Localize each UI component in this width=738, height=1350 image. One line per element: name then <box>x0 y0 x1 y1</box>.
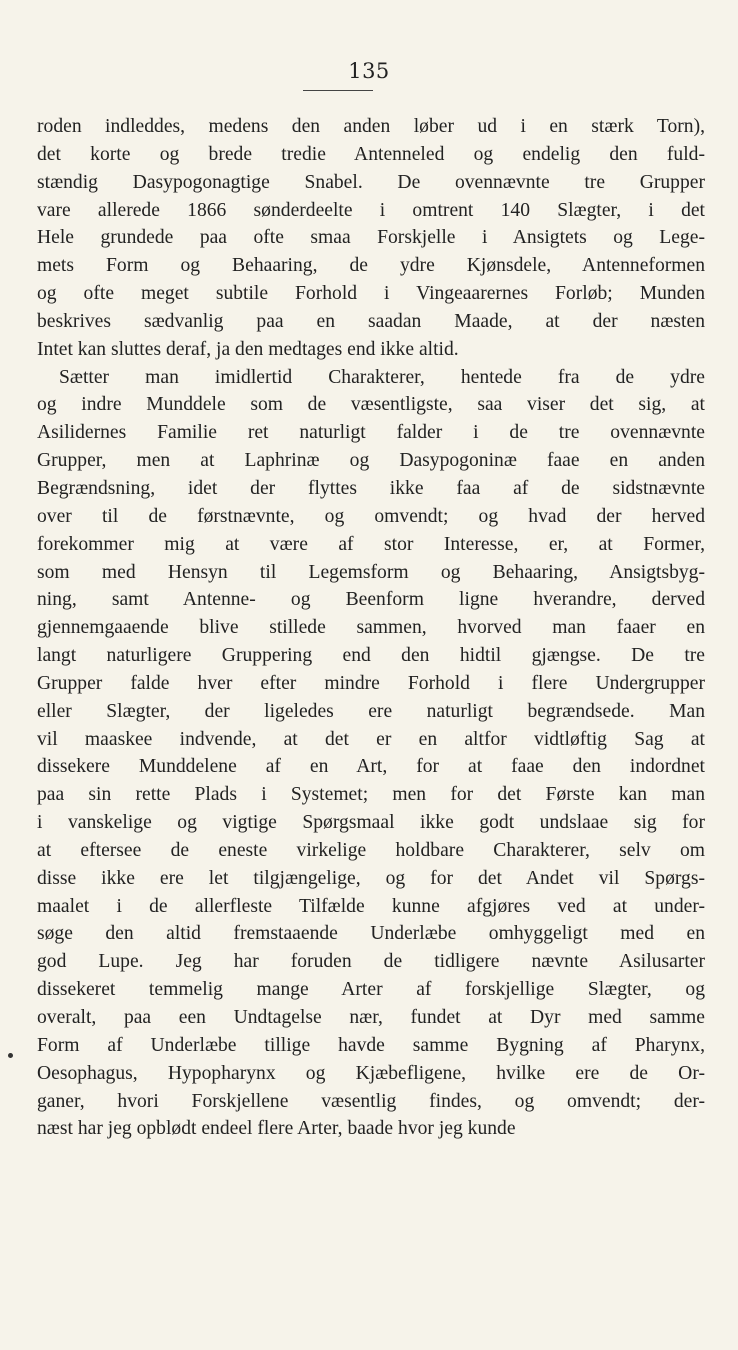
text-line: næst har jeg opblødt endeel flere Arter, baade hvor jeg kunde <box>37 1118 516 1140</box>
text-line: over til de førstnævnte, og omvendt; og hvad der herved <box>37 505 705 527</box>
header-rule <box>303 90 373 91</box>
text-line: som med Hensyn til Legemsform og Behaaring, Ansigtsbyg- <box>37 561 705 583</box>
text-line: at eftersee de eneste virkelige holdbare Charakterer, selv om <box>37 839 705 861</box>
text-line: overalt, paa een Undtagelse nær, fundet at Dyr med samme <box>37 1007 705 1028</box>
text-line: forekommer mig at være af stor Interesse, er, at Former, <box>37 533 705 555</box>
text-line: Begrændsning, idet der flyttes ikke faa af de sidstnævnte <box>37 477 705 499</box>
body-text <box>37 113 705 1143</box>
text-line: Intet kan sluttes deraf, ja den medtages end ikke altid. <box>37 338 459 360</box>
text-line: ganer, hvori Forskjellene væsentlig findes, og omvendt; der- <box>37 1090 705 1112</box>
text-line: disse ikke ere let tilgjængelige, og for det Andet vil Spørgs- <box>37 867 705 889</box>
text-line: vil maaskee indvende, at det er en altfor vidtløftig Sag at <box>37 728 705 750</box>
text-line: ning, samt Antenne- og Beenform ligne hverandre, derved <box>37 589 705 611</box>
text-line: Grupper, men at Laphrinæ og Dasypogoninæ faae en anden <box>37 450 705 472</box>
text-line: dissekere Munddelene af en Art, for at faae den indordnet <box>37 756 705 778</box>
text-line: i vanskelige og vigtige Spørgsmaal ikke godt undslaae sig for <box>37 812 705 834</box>
text-line: gjennemgaaende blive stillede sammen, hvorved man faaer en <box>37 617 705 639</box>
text-line: Asilidernes Familie ret naturligt falder i de tre ovennævnte <box>37 422 705 444</box>
text-line: maalet i de allerfleste Tilfælde kunne afgjøres ved at under- <box>37 895 705 917</box>
text-line: og indre Munddele som de væsentligste, saa viser det sig, at <box>37 394 705 416</box>
text-line: Grupper falde hver efter mindre Forhold i flere Undergrupper <box>37 672 705 694</box>
text-line: Sætter man imidlertid Charakterer, hentede fra de ydre <box>59 366 705 388</box>
text-line: søge den altid fremstaaende Underlæbe omhyggeligt med en <box>37 923 705 945</box>
text-line: Hele grundede paa ofte smaa Forskjelle i Ansigtets og Lege- <box>37 227 705 249</box>
text-line: stændig Dasypogonagtige Snabel. De ovennævnte tre Grupper <box>37 171 705 193</box>
text-line: beskrives sædvanlig paa en saadan Maade, at der næsten <box>37 310 705 332</box>
margin-mark <box>8 1053 13 1058</box>
text-line: roden indleddes, medens den anden løber ud i en stærk Torn), <box>37 116 705 137</box>
text-line: det korte og brede tredie Antenneled og endelig den fuld- <box>37 143 705 165</box>
text-line: vare allerede 1866 sønderdeelte i omtrent 140 Slægter, i det <box>37 199 705 221</box>
page-number: 135 <box>348 59 390 83</box>
text-line: Oesophagus, Hypopharynx og Kjæbefligene, hvilke ere de Or- <box>37 1062 705 1084</box>
text-line: langt naturligere Gruppering end den hidtil gjængse. De tre <box>37 645 705 667</box>
text-line: god Lupe. Jeg har foruden de tidligere nævnte Asilusarter <box>37 951 705 973</box>
text-line: Form af Underlæbe tillige havde samme Bygning af Pharynx, <box>37 1034 705 1056</box>
text-line: mets Form og Behaaring, de ydre Kjønsdele, Antenneformen <box>37 255 705 277</box>
text-line: paa sin rette Plads i Systemet; men for det Første kan man <box>37 784 705 806</box>
text-line: og ofte meget subtile Forhold i Vingeaarernes Forløb; Munden <box>37 283 705 305</box>
text-line: dissekeret temmelig mange Arter af forskjellige Slægter, og <box>37 979 705 1001</box>
text-line: eller Slægter, der ligeledes ere naturligt begrændsede. Man <box>37 700 705 722</box>
